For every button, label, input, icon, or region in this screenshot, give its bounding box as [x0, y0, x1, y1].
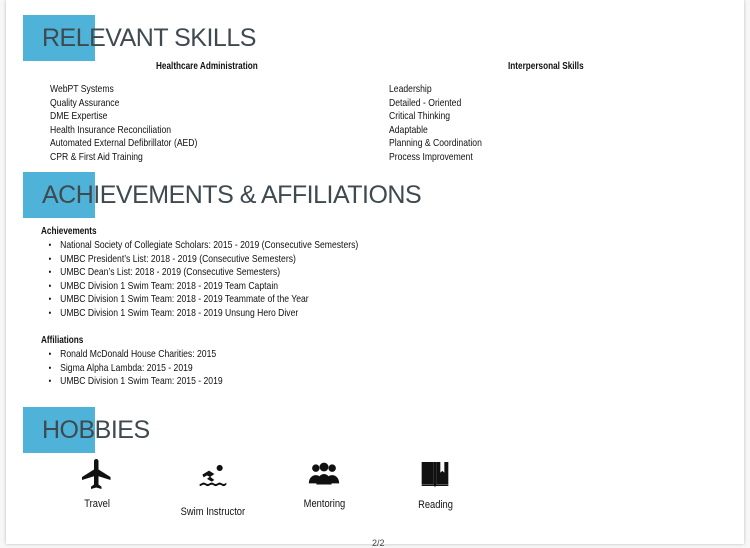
achievement-item: • UMBC Dean’s List: 2018 - 2019 (Consecutive Semesters)	[47, 266, 358, 280]
achievements-label: Achievements	[41, 226, 97, 237]
airplane-icon	[79, 456, 115, 492]
group-icon	[306, 460, 342, 488]
hobby-label: Swim Instructor	[180, 506, 246, 518]
interpersonal-skills-list	[389, 83, 482, 165]
page-number: 2/2	[372, 538, 385, 548]
skill-item: Detailed - Oriented	[389, 96, 462, 109]
swimmer-icon	[197, 460, 229, 492]
achievement-item: • UMBC Division 1 Swim Team: 2018 - 2019 Teammate of the Year	[47, 293, 358, 307]
hobby-label: Reading	[417, 499, 453, 511]
achievement-item: • UMBC President’s List: 2018 - 2019 (Consecutive Semesters)	[47, 253, 358, 267]
skill-item: Critical Thinking	[389, 110, 451, 123]
skill-item: Health Insurance Reconciliation	[50, 123, 172, 136]
skill-item: DME Expertise	[50, 110, 108, 123]
healthcare-skills-list	[50, 83, 197, 165]
skills-heading: RELEVANT SKILLS	[42, 24, 256, 52]
hobby-travel	[52, 456, 142, 512]
skill-item: Process Improvement	[389, 150, 473, 163]
affiliation-item: • Ronald McDonald House Charities: 2015	[47, 348, 223, 362]
achievements-list	[47, 239, 358, 321]
hobby-label: Mentoring	[303, 498, 345, 510]
book-icon	[419, 458, 451, 490]
hobby-swim-instructor	[168, 460, 258, 520]
resume-page	[6, 0, 744, 548]
skill-item: Leadership	[389, 83, 432, 95]
achievement-item: • UMBC Division 1 Swim Team: 2018 - 2019 Team Captain	[47, 280, 358, 294]
hobbies-heading: HOBBIES	[42, 416, 150, 444]
affiliation-item: • UMBC Division 1 Swim Team: 2015 - 2019	[47, 375, 223, 389]
skill-item: Automated External Defibrillator (AED)	[50, 137, 198, 150]
interpersonal-subheading: Interpersonal Skills	[508, 61, 584, 72]
affiliations-list	[47, 348, 223, 389]
hobby-mentoring	[279, 460, 369, 512]
skill-item: Planning & Coordination	[389, 137, 482, 150]
skill-item: CPR & First Aid Training	[50, 150, 143, 163]
skill-item: Quality Assurance	[50, 96, 120, 109]
affiliations-label: Affiliations	[41, 335, 84, 346]
hobby-reading	[390, 458, 480, 513]
skill-item: Adaptable	[389, 123, 428, 136]
achievement-item: • National Society of Collegiate Scholars: 2015 - 2019 (Consecutive Semesters)	[47, 239, 358, 253]
affiliation-item: • Sigma Alpha Lambda: 2015 - 2019	[47, 362, 223, 376]
healthcare-subheading: Healthcare Administration	[156, 61, 258, 72]
achievements-heading: ACHIEVEMENTS & AFFILIATIONS	[42, 181, 422, 209]
achievement-item: • UMBC Division 1 Swim Team: 2018 - 2019 Unsung Hero Diver	[47, 307, 358, 321]
skill-item: WebPT Systems	[50, 83, 114, 95]
hobby-label: Travel	[84, 498, 110, 510]
